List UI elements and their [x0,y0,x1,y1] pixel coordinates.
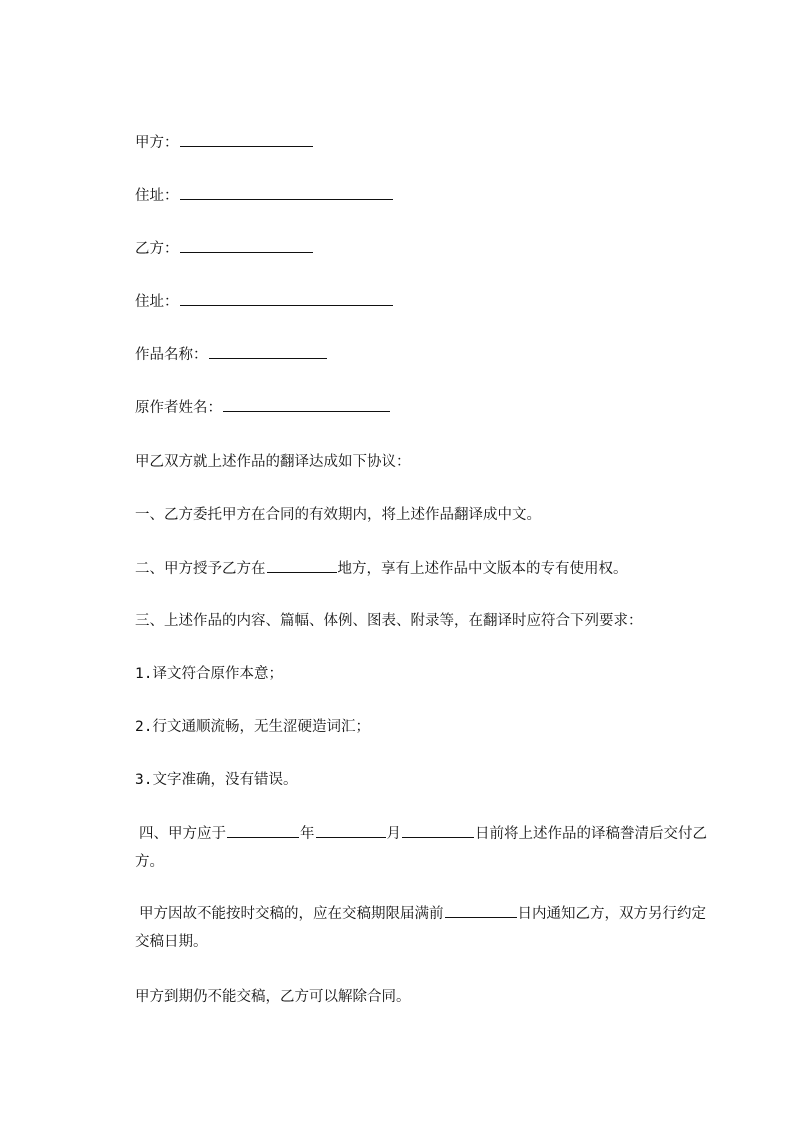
party-b-blank[interactable] [180,238,313,253]
party-a-blank[interactable] [180,132,313,147]
address-a-label: 住址： [135,188,179,204]
clause-1: 一、乙方委托甲方在合同的有效期内，将上述作品翻译成中文。 [135,507,541,523]
intro-text: 甲乙双方就上述作品的翻译达成如下协议： [135,454,411,470]
requirement-2-number: 2. [135,719,153,735]
clause-3: 三、上述作品的内容、篇幅、体例、图表、附录等，在翻译时应符合下列要求： [135,613,643,629]
requirement-2 [135,717,370,737]
party-b-field [135,238,314,259]
original-author-field [135,397,391,418]
requirement-3-text: 文字准确，没有错误。 [152,772,298,788]
address-b-label: 住址： [135,294,179,310]
requirement-3 [135,770,297,790]
clause-4 [135,820,707,876]
work-title-label: 作品名称： [135,347,208,363]
party-b-label: 乙方： [135,241,179,257]
address-a-blank[interactable] [180,185,393,200]
clause-4-pre: 四、甲方应于 [139,826,226,842]
requirement-1-number: 1. [135,666,153,682]
clause-2-post: 地方，享有上述作品中文版本的专有使用权。 [337,561,628,577]
clause-4-post: 日前将上述作品的译稿誊清后交付乙方。 [135,826,707,870]
clause-2-pre: 二、甲方授予乙方在 [135,561,266,577]
delay-days-blank[interactable] [445,903,517,918]
clause-4-year-label: 年 [300,826,315,842]
requirement-2-text: 行文通顺流畅，无生涩硬造词汇； [152,719,370,735]
clause-2-region-blank[interactable] [267,558,337,573]
address-b-blank[interactable] [180,291,393,306]
clause-4-year-blank[interactable] [227,823,299,838]
original-author-label: 原作者姓名： [135,400,222,416]
address-a-field [135,185,394,206]
work-title-field [135,344,328,365]
party-a-field [135,132,314,153]
requirement-1 [135,664,283,684]
clause-4-day-blank[interactable] [402,823,474,838]
requirement-3-number: 3. [135,772,153,788]
delay-clause [135,900,707,956]
clause-4-month-label: 月 [386,826,401,842]
work-title-blank[interactable] [209,344,327,359]
address-b-field [135,291,394,312]
requirement-1-text: 译文符合原作本意； [152,666,283,682]
clause-2 [135,558,628,579]
delay-clause-pre: 甲方因故不能按时交稿的，应在交稿期限届满前 [139,906,444,922]
original-author-blank[interactable] [223,397,390,412]
termination-clause: 甲方到期仍不能交稿，乙方可以解除合同。 [135,989,411,1005]
delay-clause-post: 日内通知乙方，双方另行约定交稿日期。 [135,906,706,950]
clause-4-month-blank[interactable] [316,823,386,838]
party-a-label: 甲方： [135,135,179,151]
